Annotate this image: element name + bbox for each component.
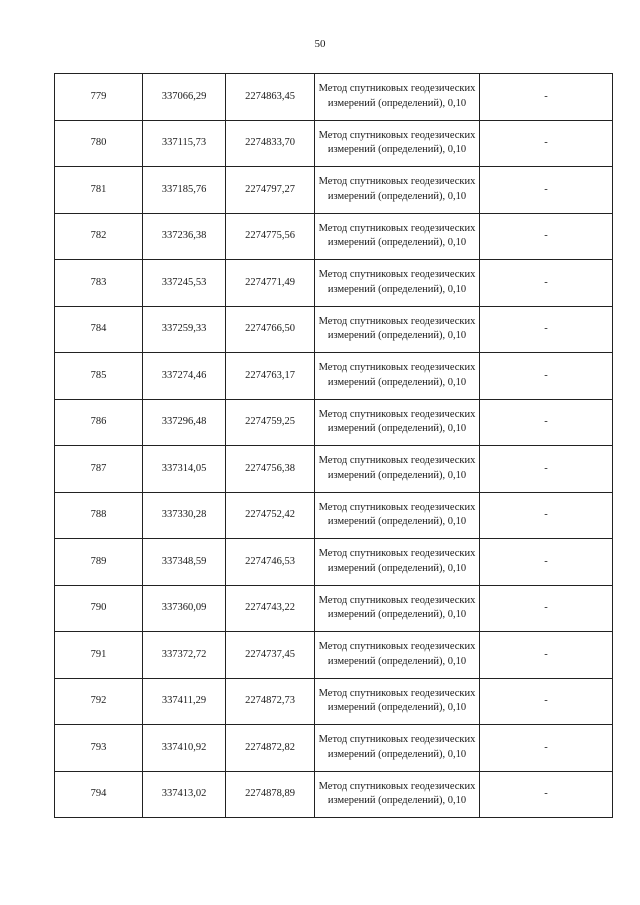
description-cell: - [480, 353, 613, 400]
point-number-cell: 793 [55, 725, 143, 772]
table-row [55, 771, 613, 818]
description-cell: - [480, 771, 613, 818]
coordinate-x-cell: 337314,05 [143, 446, 226, 493]
description-cell: - [480, 120, 613, 167]
point-number-cell: 779 [55, 74, 143, 121]
coordinate-x-cell: 337115,73 [143, 120, 226, 167]
table-row [55, 74, 613, 121]
table-row [55, 306, 613, 353]
method-accuracy-cell: Метод спутниковых геодезических измерений (определений), 0,10 [315, 306, 480, 353]
coordinate-y-cell: 2274863,45 [226, 74, 315, 121]
coordinate-x-cell: 337372,72 [143, 632, 226, 679]
coordinates-table [54, 73, 613, 818]
coordinate-x-cell: 337274,46 [143, 353, 226, 400]
coordinate-x-cell: 337330,28 [143, 492, 226, 539]
method-accuracy-cell: Метод спутниковых геодезических измерений (определений), 0,10 [315, 585, 480, 632]
coordinate-x-cell: 337348,59 [143, 539, 226, 586]
method-accuracy-cell: Метод спутниковых геодезических измерений (определений), 0,10 [315, 539, 480, 586]
method-accuracy-cell: Метод спутниковых геодезических измерений (определений), 0,10 [315, 213, 480, 260]
table-row [55, 353, 613, 400]
point-number-cell: 789 [55, 539, 143, 586]
coordinate-y-cell: 2274763,17 [226, 353, 315, 400]
coordinate-y-cell: 2274872,73 [226, 678, 315, 725]
table-row [55, 585, 613, 632]
coordinate-x-cell: 337360,09 [143, 585, 226, 632]
coordinate-x-cell: 337236,38 [143, 213, 226, 260]
method-accuracy-cell: Метод спутниковых геодезических измерений (определений), 0,10 [315, 446, 480, 493]
description-cell: - [480, 725, 613, 772]
coordinate-y-cell: 2274878,89 [226, 771, 315, 818]
method-accuracy-cell: Метод спутниковых геодезических измерений (определений), 0,10 [315, 492, 480, 539]
description-cell: - [480, 74, 613, 121]
point-number-cell: 785 [55, 353, 143, 400]
coordinate-y-cell: 2274766,50 [226, 306, 315, 353]
coordinate-x-cell: 337185,76 [143, 167, 226, 214]
table-row [55, 213, 613, 260]
coordinate-x-cell: 337296,48 [143, 399, 226, 446]
description-cell: - [480, 492, 613, 539]
method-accuracy-cell: Метод спутниковых геодезических измерений (определений), 0,10 [315, 725, 480, 772]
coordinate-x-cell: 337245,53 [143, 260, 226, 307]
description-cell: - [480, 632, 613, 679]
point-number-cell: 783 [55, 260, 143, 307]
table-row [55, 446, 613, 493]
coordinate-x-cell: 337410,92 [143, 725, 226, 772]
description-cell: - [480, 539, 613, 586]
coordinates-table-body [55, 74, 613, 818]
description-cell: - [480, 306, 613, 353]
point-number-cell: 792 [55, 678, 143, 725]
method-accuracy-cell: Метод спутниковых геодезических измерений (определений), 0,10 [315, 74, 480, 121]
coordinate-y-cell: 2274771,49 [226, 260, 315, 307]
method-accuracy-cell: Метод спутниковых геодезических измерений (определений), 0,10 [315, 260, 480, 307]
description-cell: - [480, 260, 613, 307]
table-row [55, 399, 613, 446]
method-accuracy-cell: Метод спутниковых геодезических измерений (определений), 0,10 [315, 167, 480, 214]
description-cell: - [480, 213, 613, 260]
coordinate-y-cell: 2274756,38 [226, 446, 315, 493]
point-number-cell: 794 [55, 771, 143, 818]
coordinate-y-cell: 2274872,82 [226, 725, 315, 772]
point-number-cell: 781 [55, 167, 143, 214]
point-number-cell: 782 [55, 213, 143, 260]
coordinate-y-cell: 2274743,22 [226, 585, 315, 632]
description-cell: - [480, 678, 613, 725]
point-number-cell: 788 [55, 492, 143, 539]
point-number-cell: 786 [55, 399, 143, 446]
point-number-cell: 787 [55, 446, 143, 493]
coordinate-y-cell: 2274746,53 [226, 539, 315, 586]
page-number: 50 [314, 38, 326, 50]
coordinate-x-cell: 337066,29 [143, 74, 226, 121]
table-row [55, 492, 613, 539]
method-accuracy-cell: Метод спутниковых геодезических измерений (определений), 0,10 [315, 399, 480, 446]
method-accuracy-cell: Метод спутниковых геодезических измерений (определений), 0,10 [315, 632, 480, 679]
table-row [55, 725, 613, 772]
coordinate-x-cell: 337411,29 [143, 678, 226, 725]
coordinate-y-cell: 2274833,70 [226, 120, 315, 167]
coordinate-y-cell: 2274737,45 [226, 632, 315, 679]
point-number-cell: 780 [55, 120, 143, 167]
coordinate-y-cell: 2274797,27 [226, 167, 315, 214]
method-accuracy-cell: Метод спутниковых геодезических измерений (определений), 0,10 [315, 120, 480, 167]
coordinate-y-cell: 2274759,25 [226, 399, 315, 446]
description-cell: - [480, 446, 613, 493]
table-row [55, 678, 613, 725]
method-accuracy-cell: Метод спутниковых геодезических измерений (определений), 0,10 [315, 353, 480, 400]
table-row [55, 120, 613, 167]
description-cell: - [480, 399, 613, 446]
description-cell: - [480, 585, 613, 632]
coordinate-x-cell: 337259,33 [143, 306, 226, 353]
coordinate-x-cell: 337413,02 [143, 771, 226, 818]
table-row [55, 167, 613, 214]
table-row [55, 539, 613, 586]
point-number-cell: 791 [55, 632, 143, 679]
table-row [55, 260, 613, 307]
method-accuracy-cell: Метод спутниковых геодезических измерений (определений), 0,10 [315, 678, 480, 725]
description-cell: - [480, 167, 613, 214]
point-number-cell: 790 [55, 585, 143, 632]
method-accuracy-cell: Метод спутниковых геодезических измерений (определений), 0,10 [315, 771, 480, 818]
coordinate-y-cell: 2274752,42 [226, 492, 315, 539]
point-number-cell: 784 [55, 306, 143, 353]
table-row [55, 632, 613, 679]
coordinate-y-cell: 2274775,56 [226, 213, 315, 260]
